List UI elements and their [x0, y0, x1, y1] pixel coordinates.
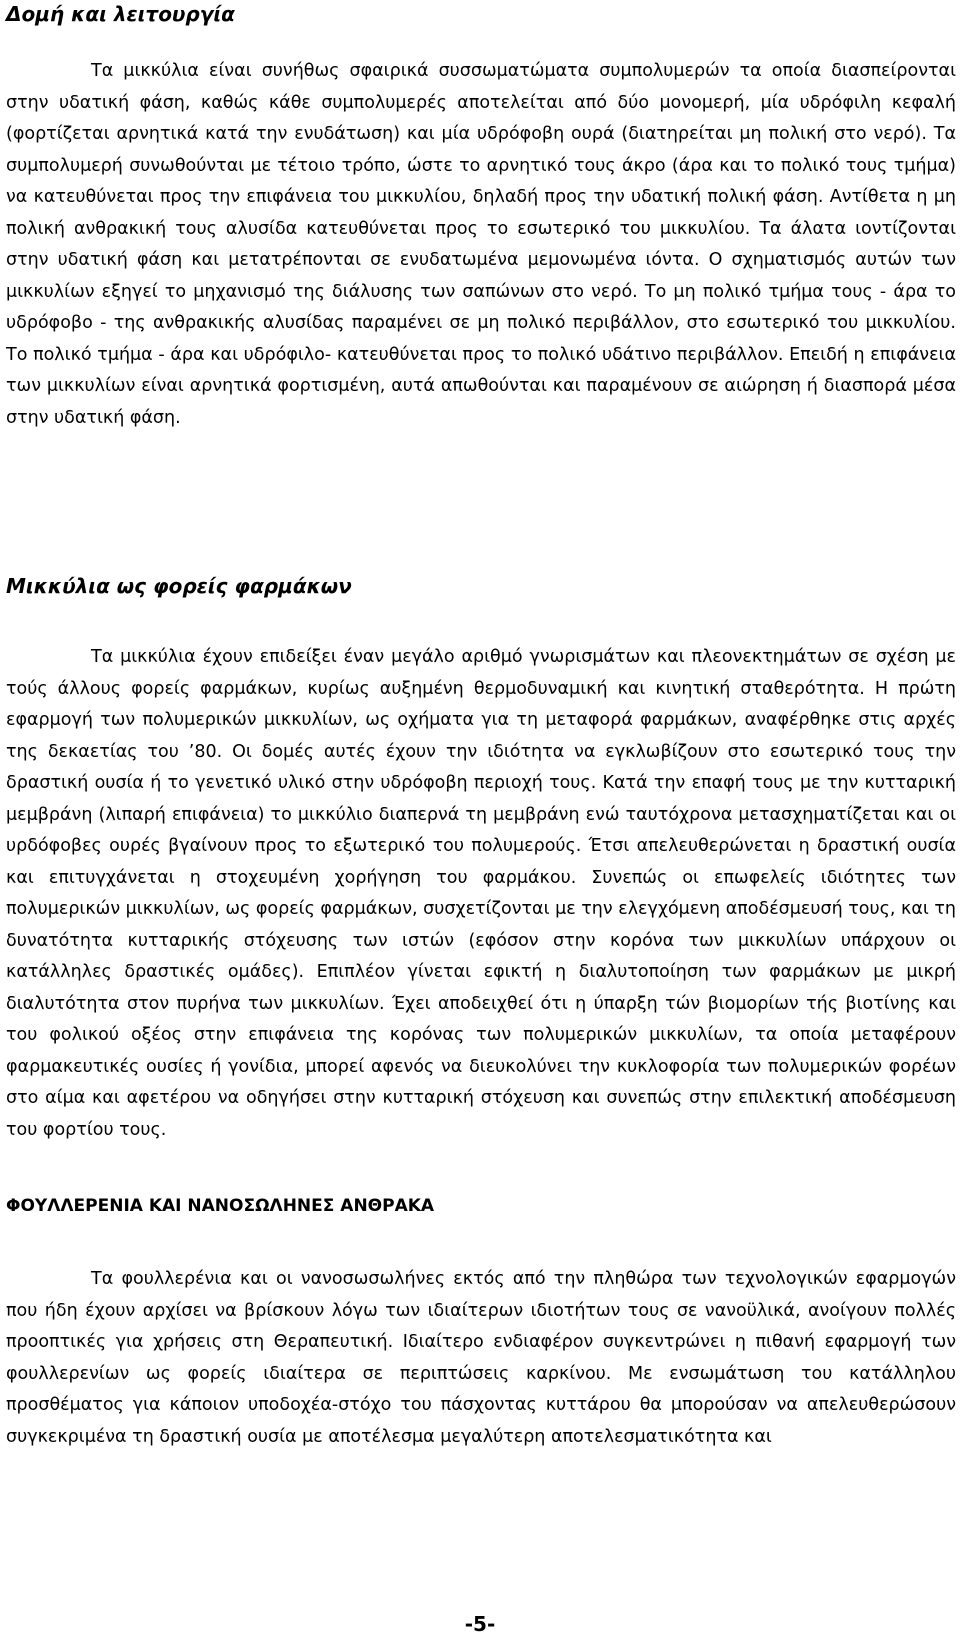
page-number: -5-	[464, 1612, 496, 1636]
paragraph-structure-function: Τα μικκύλια είναι συνήθως σφαιρικά συσσωματώματα συμπολυμερών τα οποία διασπείρονται στην υδατική φάση, καθώς κάθε συμπολυμερές αποτελείται από δύο μονομερή, μία υδρόφιλη κεφαλή (φορτίζεται αρνητικά κατά την ενυδάτωση) και μία υδρόφοβη ουρά (διατηρείται μη πολική στο νερό). Τα συμπολυμερή συνωθούνται με τέτοιο τρόπο, ώστε το αρνητικό τους άκρο (άρα και το πολικό τους τμήμα) να κατευθύνεται προς την επιφάνεια του μικκυλίου, δηλαδή προς την υδατική πολική φάση. Αντίθετα η μη πολική ανθρακική τους αλυσίδα κατευθύνεται προς το εσωτερικό του μικκυλίου. Τα άλατα ιοντίζονται στην υδατική φάση και μετατρέπονται σε ενυδατωμένα μεμονωμένα ιόντα. Ο σχηματισμός αυτών των μικκυλίων εξηγεί το μηχανισμό της διάλυσης των σαπώνων στο νερό. Το μη πολικό τμήμα τους - άρα το υδρόφοβο - της ανθρακικής αλυσίδας παραμένει σε μη πολικό περιβάλλον, στο εσωτερικό του μικκυλίου. Το πολικό τμήμα - άρα και υδρόφιλο- κατευθύνεται προς το πολικό υδάτινο περιβάλλον. Επειδή η επιφάνεια των μικκυλίων είναι αρνητικά φορτισμένη, αυτά απωθούνται και παραμένουν σε αιώρηση ή διασπορά μέσα στην υδατική φάση.	[6, 61, 956, 428]
paragraph-micelles-drug-carriers: Τα μικκύλια έχουν επιδείξει έναν μεγάλο αριθμό γνωρισμάτων και πλεονεκτημάτων σε σχέση με τούς άλλους φορείς φαρμάκων, κυρίως αυξημένη θερμοδυναμική και κινητική σταθερότητα. Η πρώτη εφαρμογή των πολυμερικών μικκυλίων, ως οχήματα για τη μεταφορά φαρμάκων, αναφέρθηκε στις αρχές της δεκαετίας του ’80. Οι δομές αυτές έχουν την ιδιότητα να εγκλωβίζουν στο εσωτερικό τους την δραστική ουσία ή το γενετικό υλικό στην υδρόφοβη περιοχή τους. Κατά την επαφή τους με την κυτταρική μεμβράνη (λιπαρή επιφάνεια) το μικκύλιο διαπερνά τη μεμβράνη ενώ ταυτόχρονα μετασχηματίζεται και οι υρδόφοβες ουρές βγαίνουν προς το εξωτερικό του πολυμερούς. Έτσι απελευθερώνεται η δραστική ουσία και επιτυγχάνεται η στοχευμένη χορήγηση του φαρμάκου. Συνεπώς οι επωφελείς ιδιότητες των πολυμερικών μικκυλίων, ως φορείς φαρμάκων, συσχετίζονται με την ελεγχόμενη αποδέσμευσή τους, και τη δυνατότητα κυτταρικής στόχευσης των ιστών (εφόσον στην κορόνα των μικκυλίων υπάρχουν οι κατάλληλες δραστικές ομάδες). Επιπλέον γίνεται εφικτή η διαλυτοποίηση των φαρμάκων με μικρή διαλυτότητα στον πυρήνα των μικκυλίων. Έχει αποδειχθεί ότι η ύπαρξη τών βιομορίων τής βιοτίνης και του φολικού οξέος στην επιφάνεια της κορόνας των πολυμερικών μικκυλίων, τα οποία μεταφέρουν φαρμακευτικές ουσίες ή γονίδια, μπορεί αφενός να διευκολύνει την κυκλοφορία των πολυμερικών φορέων στο αίμα και αφετέρου να οδηγήσει στην κυτταρική στόχευση και συνεπώς στην επιλεκτική αποδέσμευση του φορτίου τους.	[6, 647, 956, 1140]
paragraph-fullerenes-nanotubes: Τα φουλλερένια και οι νανοσωσωλήνες εκτός από την πληθώρα των τεχνολογικών εφαρμογών που ήδη έχουν αρχίσει να βρίσκουν λόγω των ιδιαίτερων ιδιοτήτων τους σε νανοϋλικά, ανοίγουν πολλές προοπτικές για χρήσεις στη Θεραπευτική. Ιδιαίτερο ενδιαφέρον συγκεντρώνει η πιθανή εφαρμογή των φουλλερενίων ως φορείς ιδιαίτερα σε περιπτώσεις καρκίνου. Με ενσωμάτωση του κατάλληλου προσθέματος για κάποιον υποδοχέα-στόχο του πάσχοντας κυττάρου θα μπορούσαν να απελευθερώσουν συγκεκριμένα τη δραστική ουσία με αποτέλεσμα μεγαλύτερη αποτελεσματικότητα και	[6, 1269, 956, 1447]
section-heading-structure-function: Δομή και λειτουργία	[6, 2, 235, 26]
section-heading-micelles-drug-carriers: Μικκύλια ως φορείς φαρμάκων	[6, 574, 352, 598]
section-heading-fullerenes-nanotubes: ΦΟΥΛΛΕΡΕΝΙΑ ΚΑΙ ΝΑΝΟΣΩΛΗΝΕΣ ΑΝΘΡΑΚΑ	[6, 1196, 435, 1216]
